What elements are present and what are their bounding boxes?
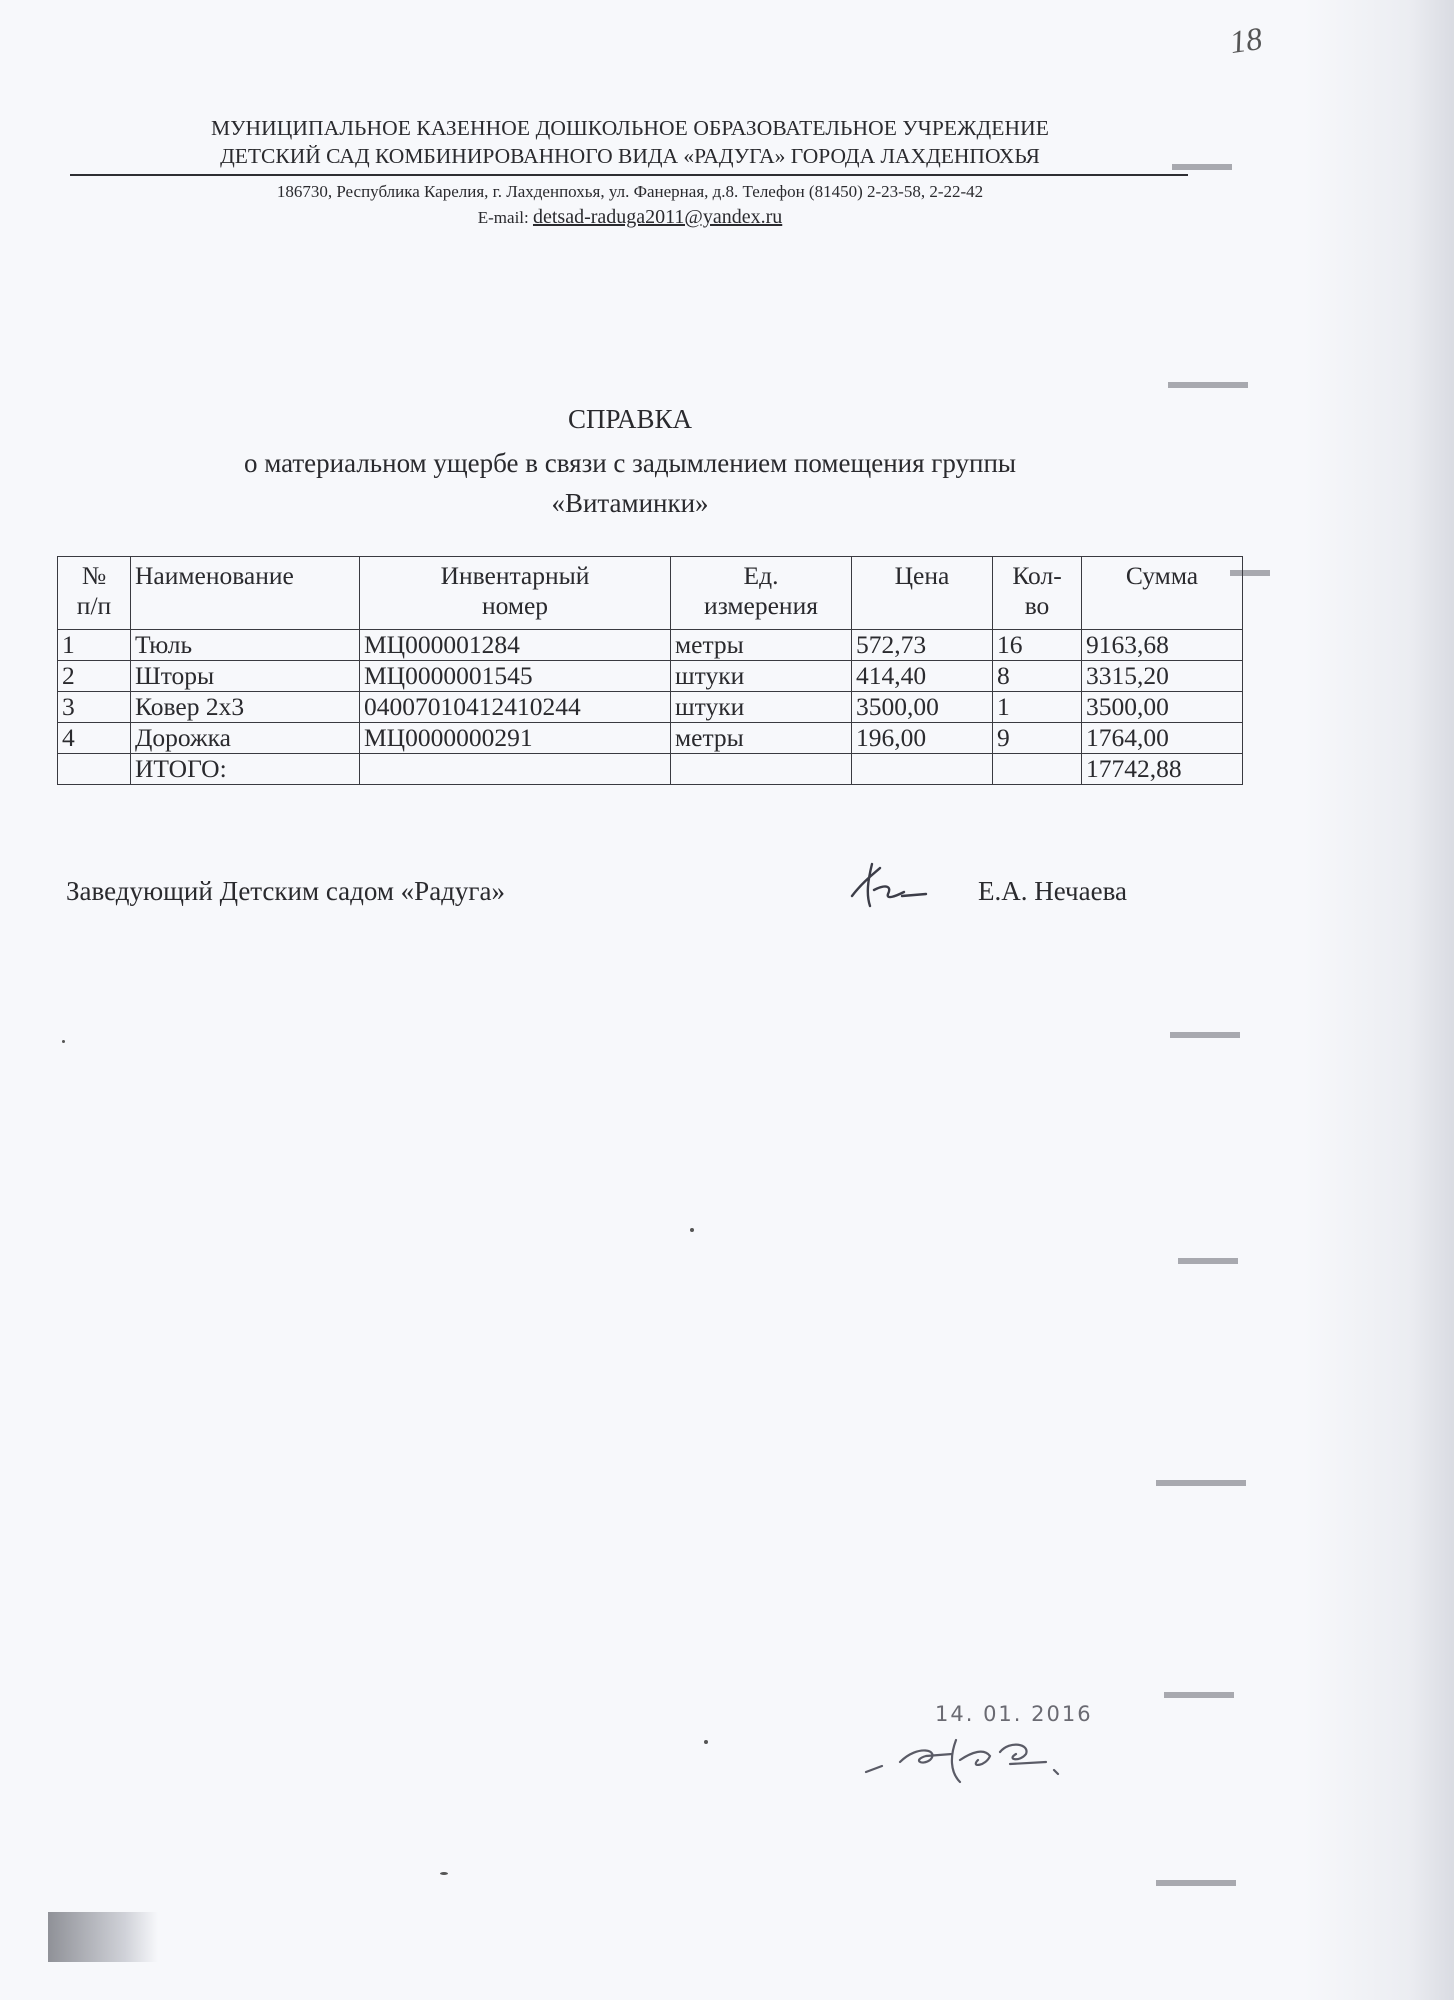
cell-empty [993, 754, 1082, 785]
cell-sum: 3315,20 [1082, 661, 1243, 692]
cell-inventory: 04007010412410244 [360, 692, 671, 723]
cell-sum: 9163,68 [1082, 630, 1243, 661]
col-header-name: Наименование [131, 557, 360, 630]
scan-speck [440, 1872, 448, 1875]
total-sum: 17742,88 [1082, 754, 1243, 785]
scan-shadow-edge [1304, 0, 1454, 2000]
signatory-position: Заведующий Детским садом «Радуга» [66, 876, 505, 906]
cell-price: 572,73 [852, 630, 993, 661]
cell-name: Тюль [131, 630, 360, 661]
handwritten-signature [846, 860, 930, 910]
scan-speck [704, 1740, 708, 1744]
total-label: ИТОГО: [131, 754, 360, 785]
org-address: 186730, Республика Карелия, г. Лахденпохья, ул. Фанерная, д.8. Телефон (81450) 2-23-58, 2-22-42 [276, 182, 984, 201]
cell-no: 3 [58, 692, 131, 723]
cell-inventory: МЦ000001284 [360, 630, 671, 661]
cell-inventory: МЦ0000000291 [360, 723, 671, 754]
org-name-line1: МУНИЦИПАЛЬНОЕ КАЗЕННОЕ ДОШКОЛЬНОЕ ОБРАЗОВАТЕЛЬНОЕ УЧРЕЖДЕНИЕ [211, 116, 1049, 140]
doc-title: СПРАВКА [567, 404, 693, 434]
email-link[interactable]: detsad-raduga2011@yandex.ru [532, 206, 783, 228]
page-number: 18 [1227, 19, 1265, 61]
cell-qty: 8 [993, 661, 1082, 692]
table-row [58, 723, 1243, 754]
cell-price: 414,40 [852, 661, 993, 692]
col-header-unit: Ед. измерения [671, 557, 852, 630]
table-row [58, 661, 1243, 692]
cell-price: 196,00 [852, 723, 993, 754]
col-header-inventory: Инвентарный номер [360, 557, 671, 630]
cell-qty: 9 [993, 723, 1082, 754]
cell-empty [671, 754, 852, 785]
cell-unit: метры [671, 723, 852, 754]
scan-speck [62, 1040, 65, 1043]
signatory-name: Е.А. Нечаева [978, 876, 1127, 906]
email-label: E-mail: [477, 208, 529, 227]
col-header-no: № п/п [58, 557, 131, 630]
col-header-sum: Сумма [1082, 557, 1243, 630]
cell-inventory: МЦ0000001545 [360, 661, 671, 692]
cell-empty [360, 754, 671, 785]
scan-noise-mark [1168, 382, 1248, 388]
cell-name: Шторы [131, 661, 360, 692]
scan-noise-mark [1156, 1480, 1246, 1486]
header-rule [70, 174, 1188, 176]
cell-name: Ковер 2х3 [131, 692, 360, 723]
scan-noise-mark [1164, 1692, 1234, 1698]
table-total-row [58, 754, 1243, 785]
scan-noise-mark [1178, 1258, 1238, 1264]
scan-noise-mark [1170, 1032, 1240, 1038]
cell-unit: штуки [671, 661, 852, 692]
received-signature [860, 1730, 1100, 1786]
scan-speck [690, 1228, 694, 1232]
doc-subtitle-line2: «Витаминки» [551, 488, 709, 518]
table-header-row [58, 557, 1243, 630]
table-row [58, 630, 1243, 661]
doc-subtitle-line1: о материальном ущербе в связи с задымлением помещения группы [243, 448, 1017, 478]
cell-unit: штуки [671, 692, 852, 723]
scan-noise-mark [1156, 1880, 1236, 1886]
cell-no: 1 [58, 630, 131, 661]
cell-sum: 1764,00 [1082, 723, 1243, 754]
cell-no: 2 [58, 661, 131, 692]
col-header-qty: Кол- во [993, 557, 1082, 630]
cell-no: 4 [58, 723, 131, 754]
cell-sum: 3500,00 [1082, 692, 1243, 723]
cell-name: Дорожка [131, 723, 360, 754]
stamp-date: 14. 01. 2016 [935, 1702, 1093, 1726]
cell-empty [58, 754, 131, 785]
cell-price: 3500,00 [852, 692, 993, 723]
scan-corner-smudge [48, 1912, 158, 1962]
cell-empty [852, 754, 993, 785]
org-email-line [60, 206, 1200, 229]
cell-qty: 16 [993, 630, 1082, 661]
damage-table [57, 556, 1243, 785]
org-name-line2: ДЕТСКИЙ САД КОМБИНИРОВАННОГО ВИДА «РАДУГА» ГОРОДА ЛАХДЕНПОХЬЯ [220, 144, 1040, 168]
cell-unit: метры [671, 630, 852, 661]
table-row [58, 692, 1243, 723]
col-header-price: Цена [852, 557, 993, 630]
cell-qty: 1 [993, 692, 1082, 723]
